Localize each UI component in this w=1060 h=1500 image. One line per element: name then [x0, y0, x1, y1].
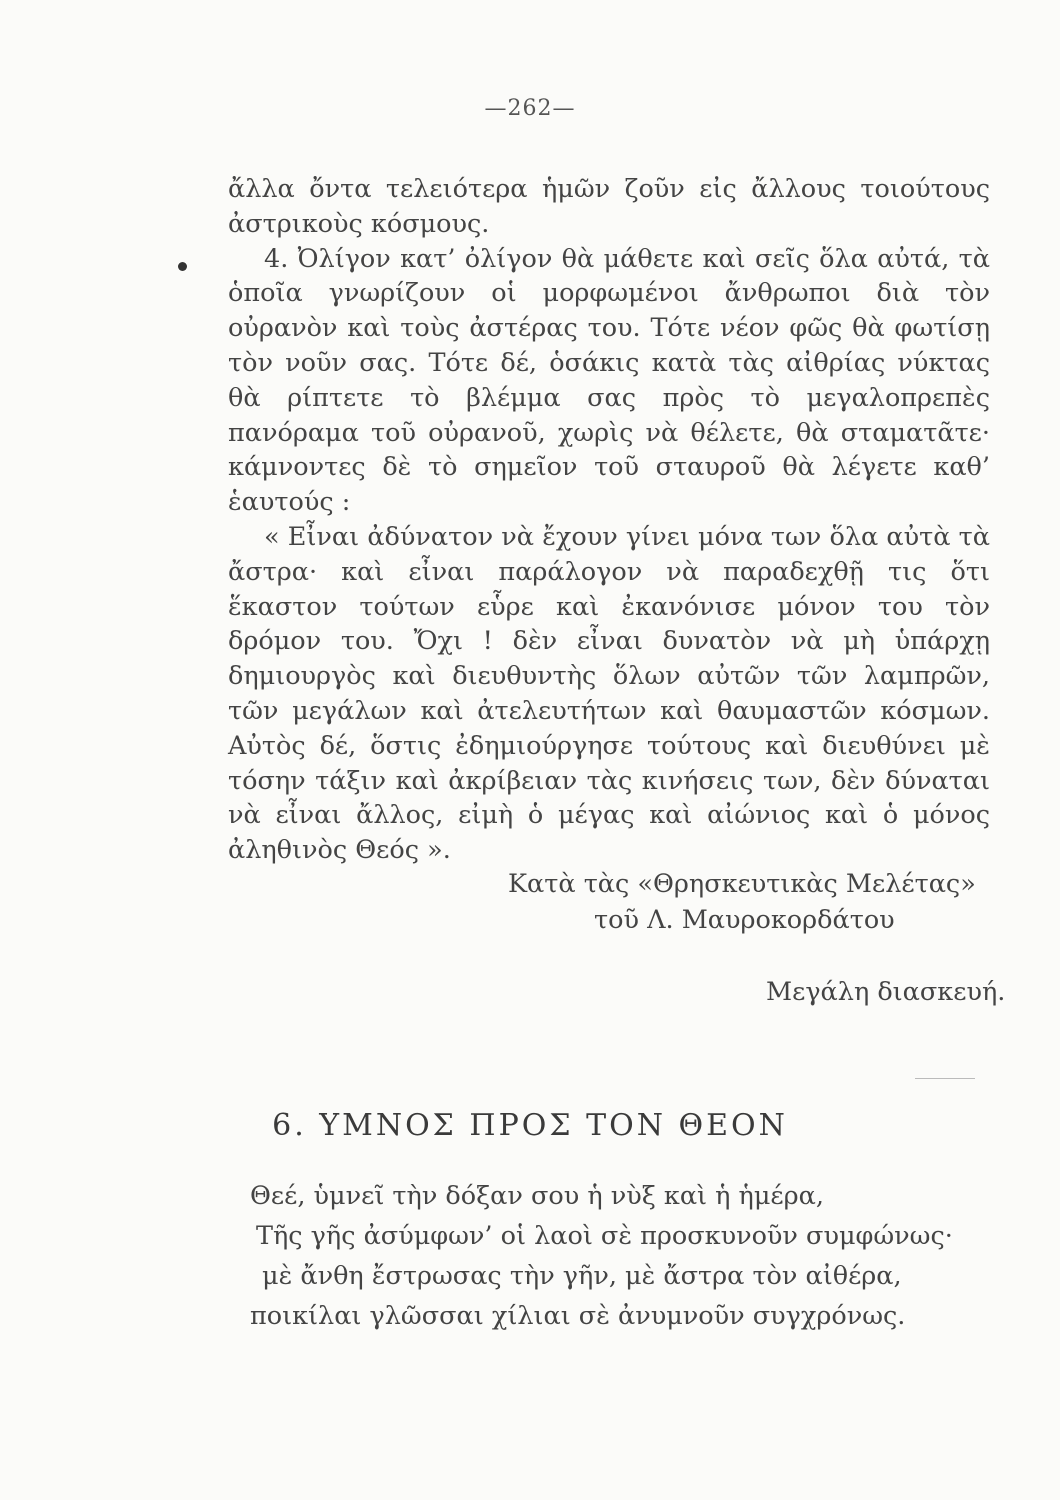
poem-verse: ποικίλαι γλῶσσαι χίλιαι σὲ ἀνυμνοῦν συγχρόνως.	[250, 1301, 906, 1331]
poem-verse: Τῆς γῆς ἀσύμφων’ οἱ λαοὶ σὲ προσκυνοῦν συμφώνως·	[256, 1221, 953, 1251]
hymn-poem	[250, 1176, 990, 1336]
hymn-title: 6. ΥΜΝΟΣ ΠΡΟΣ ΤΟΝ ΘΕΟΝ	[272, 1108, 788, 1143]
separator-line	[915, 1078, 975, 1079]
page-number: —262—	[484, 96, 576, 121]
attribution	[228, 866, 1006, 1010]
poem-verse: μὲ ἄνθη ἔστρωσας τὴν γῆν, μὲ ἄστρα τὸν αἰθέρα,	[262, 1261, 902, 1291]
margin-mark	[178, 262, 187, 271]
paragraph-section-4: 4. Ὀλίγον κατ’ ὀλίγον θὰ μάθετε καὶ σεῖς ὅλα αὐτά, τὰ ὁποῖα γνωρίζουν οἱ μορφωμένοι ἄνθρωποι διὰ τὸν οὐρανὸν καὶ τοὺς ἀστέρας του. Τότε νέον φῶς θὰ φωτίσῃ τὸν νοῦν σας. Τότε δέ, ὁσάκις κατὰ τὰς αἰθρίας νύκτας θὰ ρίπτετε τὸ βλέμμα σας πρὸς τὸ μεγαλοπρεπὲς πανόραμα τοῦ οὐρανοῦ, χωρὶς νὰ θέλετε, θὰ σταματᾶτε· κάμνοντες δὲ τὸ σημεῖον τοῦ σταυροῦ θὰ λέγετε καθ’ ἑαυτούς :	[228, 243, 990, 518]
poem-verse: Θεέ, ὑμνεῖ τὴν δόξαν σου ἡ νὺξ καὶ ἡ ἡμέρα,	[250, 1181, 824, 1211]
paragraph-continuation: ἄλλα ὄντα τελειότερα ἡμῶν ζοῦν εἰς ἄλλους τοιούτους ἀστρικοὺς κόσμους.	[228, 174, 990, 239]
attribution-source: Κατὰ τὰς «Θρησκευτικὰς Μελέτας»	[508, 869, 976, 899]
body-text	[228, 172, 990, 868]
paragraph-quote: « Εἶναι ἀδύνατον νὰ ἔχουν γίνει μόνα των ὅλα αὐτὰ τὰ ἄστρα· καὶ εἶναι παράλογον νὰ παραδεχθῇ τις ὅτι ἕκαστον τούτων εὗρε καὶ ἐκανόνισε μόνον του τὸν δρόμον του. Ὄχι ! δὲν εἶναι δυνατὸν νὰ μὴ ὑπάρχῃ δημιουργὸς καὶ διευθυντὴς ὅλων αὐτῶν τῶν λαμπρῶν, τῶν μεγάλων καὶ ἀτελευτήτων καὶ θαυμαστῶν κόσμων. Αὐτὸς δέ, ὅστις ἐδημιούργησε τούτους καὶ διευθύνει μὲ τόσην τάξιν καὶ ἀκρίβειαν τὰς κινήσεις των, δὲν δύναται νὰ εἶναι ἄλλος, εἰμὴ ὁ μέγας καὶ αἰώνιος καὶ ὁ μόνος ἀληθινὸς Θεός ».	[228, 521, 990, 866]
attribution-note: Μεγάλη διασκευή.	[766, 977, 1006, 1007]
attribution-author: τοῦ Λ. Μαυροκορδάτου	[594, 905, 895, 935]
